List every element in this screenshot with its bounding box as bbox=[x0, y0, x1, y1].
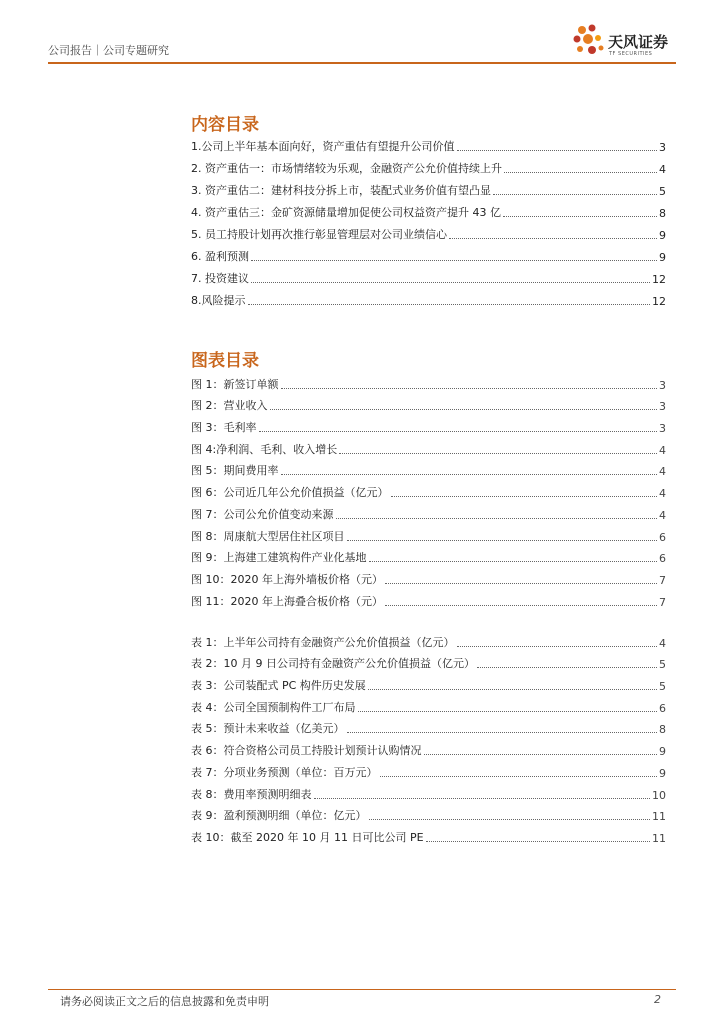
toc-item-page: 12 bbox=[652, 273, 666, 286]
table-item-label: 表 4：公司全国预制构件工厂布局 bbox=[191, 700, 356, 714]
toc-title: 内容目录 bbox=[191, 115, 259, 135]
toc-item-label: 6. 盈利预测 bbox=[191, 250, 249, 263]
table-item-label: 表 10：截至 2020 年 10 月 11 日可比公司 PE bbox=[191, 830, 424, 844]
dot-leader bbox=[493, 194, 657, 195]
table-item-page: 11 bbox=[652, 810, 666, 824]
dot-leader bbox=[504, 172, 657, 173]
toc-item-page: 9 bbox=[659, 229, 666, 242]
figure-item-label: 图 3：毛利率 bbox=[191, 421, 257, 435]
toc-item-label: 2. 资产重估一：市场情绪较为乐观，金融资产公允价值持续上升 bbox=[191, 162, 502, 175]
dot-leader bbox=[251, 282, 650, 283]
dot-leader bbox=[259, 431, 658, 432]
dot-leader bbox=[358, 711, 658, 712]
logo-name: 天风证券 bbox=[608, 33, 669, 51]
toc-item[interactable] bbox=[191, 286, 666, 308]
dot-leader bbox=[391, 496, 658, 497]
dot-leader bbox=[477, 667, 657, 668]
table-item-label: 表 1：上半年公司持有金融资产公允价值损益（亿元） bbox=[191, 635, 455, 649]
toc-list bbox=[191, 132, 666, 308]
table-item-page: 8 bbox=[659, 723, 666, 737]
table-item[interactable] bbox=[191, 823, 666, 845]
table-item[interactable] bbox=[191, 715, 666, 737]
figure-item-label: 图 7：公司公允价值变动来源 bbox=[191, 507, 334, 521]
dot-leader bbox=[426, 841, 650, 842]
figure-item-label: 图 5：期间费用率 bbox=[191, 464, 279, 478]
toc-item-label: 5. 员工持股计划再次推行彰显管理层对公司业绩信心 bbox=[191, 228, 447, 241]
table-item-page: 11 bbox=[652, 831, 666, 845]
dot-leader bbox=[251, 260, 657, 261]
table-item[interactable] bbox=[191, 693, 666, 715]
dot-leader bbox=[270, 409, 658, 410]
dot-leader bbox=[368, 689, 657, 690]
table-item-label: 表 9：盈利预测明细（单位：亿元） bbox=[191, 809, 367, 823]
figure-item-page: 6 bbox=[659, 530, 666, 544]
figure-item[interactable] bbox=[191, 457, 666, 479]
figures-list bbox=[191, 370, 666, 609]
toc-item-label: 8.风险提示 bbox=[191, 294, 246, 307]
dot-leader bbox=[457, 150, 658, 151]
toc-item-page: 5 bbox=[659, 185, 666, 198]
table-item-page: 4 bbox=[659, 636, 666, 650]
table-item-page: 10 bbox=[652, 788, 666, 802]
tables-list bbox=[191, 628, 666, 845]
toc-item[interactable] bbox=[191, 242, 666, 264]
table-item-page: 9 bbox=[659, 745, 666, 759]
dot-leader bbox=[339, 453, 657, 454]
figure-item-page: 3 bbox=[659, 378, 666, 392]
figure-item-label: 图 9：上海建工建筑构件产业化基地 bbox=[191, 551, 367, 565]
figure-item-label: 图 2：营业收入 bbox=[191, 399, 268, 413]
page-header bbox=[0, 0, 724, 70]
figure-item-label: 图 1：新签订单额 bbox=[191, 377, 279, 391]
figure-item[interactable] bbox=[191, 522, 666, 544]
toc-item-page: 4 bbox=[659, 163, 666, 176]
figure-item-page: 4 bbox=[659, 465, 666, 479]
dot-leader bbox=[347, 732, 658, 733]
figure-item-page: 4 bbox=[659, 508, 666, 522]
table-item[interactable] bbox=[191, 736, 666, 758]
table-item-label: 表 5：预计未来收益（亿美元） bbox=[191, 722, 345, 736]
figure-item-label: 图 10：2020 年上海外墙板价格（元） bbox=[191, 572, 383, 586]
table-item[interactable] bbox=[191, 650, 666, 672]
table-item-label: 表 3：公司装配式 PC 构件历史发展 bbox=[191, 679, 366, 693]
figure-item[interactable] bbox=[191, 500, 666, 522]
dot-leader bbox=[369, 819, 651, 820]
dot-leader bbox=[336, 518, 658, 519]
table-item-page: 6 bbox=[659, 701, 666, 715]
dot-leader bbox=[380, 776, 658, 777]
dot-leader bbox=[457, 646, 658, 647]
dot-leader bbox=[248, 304, 651, 305]
logo-subtitle: TF SECURITIES bbox=[609, 51, 653, 57]
toc-item-label: 1.公司上半年基本面向好，资产重估有望提升公司价值 bbox=[191, 140, 455, 153]
figure-item-page: 4 bbox=[659, 443, 666, 457]
figure-item-page: 7 bbox=[659, 573, 666, 587]
figure-item-page: 6 bbox=[659, 552, 666, 566]
table-item[interactable] bbox=[191, 671, 666, 693]
figure-item[interactable] bbox=[191, 587, 666, 609]
table-item-page: 9 bbox=[659, 766, 666, 780]
table-item[interactable] bbox=[191, 780, 666, 802]
breadcrumb: 公司报告｜公司专题研究 bbox=[48, 44, 169, 57]
table-item-page: 5 bbox=[659, 680, 666, 694]
footer-divider bbox=[48, 989, 676, 990]
figure-item[interactable] bbox=[191, 370, 666, 392]
figure-item[interactable] bbox=[191, 478, 666, 500]
table-item-label: 表 2：10 月 9 日公司持有金融资产公允价值损益（亿元） bbox=[191, 657, 475, 671]
table-item-page: 5 bbox=[659, 658, 666, 672]
table-item[interactable] bbox=[191, 628, 666, 650]
toc-item[interactable] bbox=[191, 176, 666, 198]
toc-item-label: 3. 资产重估二：建材科技分拆上市，装配式业务价值有望凸显 bbox=[191, 184, 491, 197]
figure-item[interactable] bbox=[191, 413, 666, 435]
toc-item-label: 7. 投资建议 bbox=[191, 272, 249, 285]
figure-item[interactable] bbox=[191, 435, 666, 457]
logo-mark-icon bbox=[568, 22, 608, 62]
figure-item-page: 3 bbox=[659, 422, 666, 436]
dot-leader bbox=[385, 605, 657, 606]
toc-item-page: 12 bbox=[652, 295, 666, 308]
figure-item[interactable] bbox=[191, 392, 666, 414]
dot-leader bbox=[449, 238, 657, 239]
figure-item[interactable] bbox=[191, 544, 666, 566]
table-item[interactable] bbox=[191, 758, 666, 780]
dot-leader bbox=[369, 561, 658, 562]
toc-item[interactable] bbox=[191, 264, 666, 286]
table-item-label: 表 7：分项业务预测（单位：百万元） bbox=[191, 765, 378, 779]
table-item-label: 表 8：费用率预测明细表 bbox=[191, 787, 312, 801]
figure-item-label: 图 11：2020 年上海叠合板价格（元） bbox=[191, 594, 383, 608]
company-logo bbox=[568, 22, 688, 62]
page-number: 2 bbox=[654, 993, 661, 1006]
figure-item-label: 图 4:净利润、毛利、收入增长 bbox=[191, 442, 338, 456]
dot-leader bbox=[347, 540, 658, 541]
toc-item-label: 4. 资产重估三：金矿资源储量增加促使公司权益资产提升 43 亿 bbox=[191, 206, 501, 219]
footer-disclaimer: 请务必阅读正文之后的信息披露和免责申明 bbox=[60, 995, 269, 1008]
figure-item-label: 图 8：周康航大型居住社区项目 bbox=[191, 529, 345, 543]
dot-leader bbox=[281, 474, 658, 475]
toc-item[interactable] bbox=[191, 198, 666, 220]
dot-leader bbox=[385, 583, 657, 584]
table-item-label: 表 6：符合资格公司员工持股计划预计认购情况 bbox=[191, 744, 422, 758]
dot-leader bbox=[281, 388, 658, 389]
toc-item[interactable] bbox=[191, 220, 666, 242]
figure-item-page: 4 bbox=[659, 487, 666, 501]
toc-item-page: 3 bbox=[659, 141, 666, 154]
dot-leader bbox=[503, 216, 657, 217]
figure-item-page: 7 bbox=[659, 595, 666, 609]
figures-title: 图表目录 bbox=[191, 351, 259, 371]
figure-item[interactable] bbox=[191, 565, 666, 587]
figure-item-page: 3 bbox=[659, 400, 666, 414]
header-divider bbox=[48, 62, 676, 64]
dot-leader bbox=[424, 754, 658, 755]
dot-leader bbox=[314, 798, 651, 799]
toc-item[interactable] bbox=[191, 132, 666, 154]
table-item[interactable] bbox=[191, 802, 666, 824]
toc-item-page: 8 bbox=[659, 207, 666, 220]
figure-item-label: 图 6：公司近几年公允价值损益（亿元） bbox=[191, 486, 389, 500]
toc-item-page: 9 bbox=[659, 251, 666, 264]
toc-item[interactable] bbox=[191, 154, 666, 176]
